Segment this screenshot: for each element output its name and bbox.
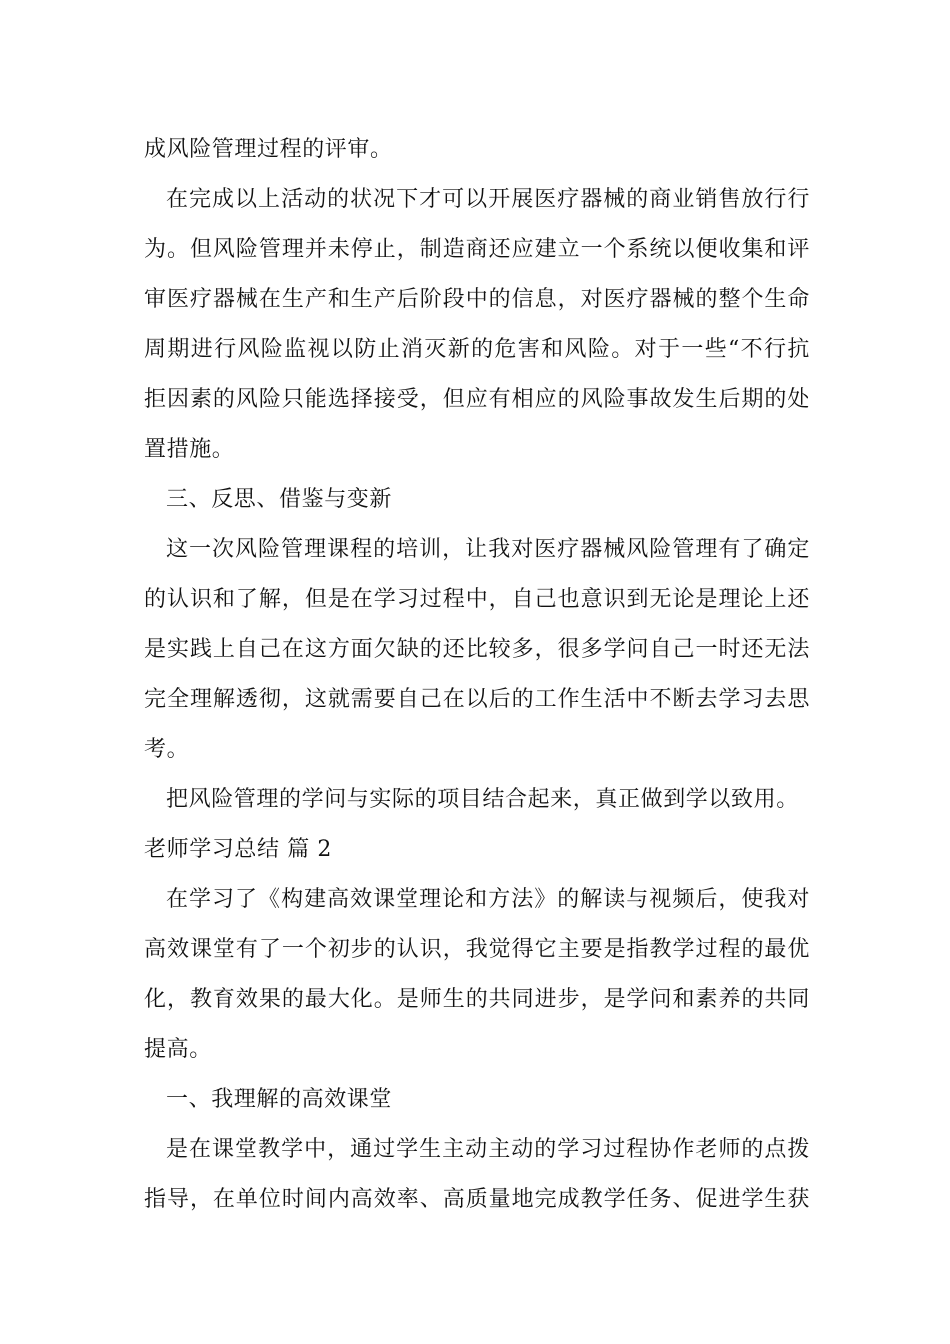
text-line: 是实践上自己在这方面欠缺的还比较多，很多学问自己一时还无法 xyxy=(144,637,810,662)
article-title: 老师学习总结 篇 2 xyxy=(144,837,332,862)
text-line: 成风险管理过程的评审。 xyxy=(144,137,393,162)
text-line: 化，教育效果的最大化。是师生的共同进步，是学问和素养的共同 xyxy=(144,987,810,1012)
section-heading: 一、我理解的高效课堂 xyxy=(166,1087,393,1112)
text-line: 的认识和了解，但是在学习过程中，自己也意识到无论是理论上还 xyxy=(144,587,810,612)
text-line: 是在课堂教学中，通过学生主动主动的学习过程协作老师的点拨 xyxy=(166,1137,810,1162)
text-line: 完全理解透彻，这就需要自己在以后的工作生活中不断去学习去思 xyxy=(144,687,810,712)
text-line: 置措施。 xyxy=(144,437,235,462)
text-line: 高效课堂有了一个初步的认识，我觉得它主要是指教学过程的最优 xyxy=(144,937,810,962)
text-line: 在完成以上活动的状况下才可以开展医疗器械的商业销售放行行 xyxy=(166,187,810,212)
text-line: 拒因素的风险只能选择接受，但应有相应的风险事故发生后期的处 xyxy=(144,387,810,412)
section-heading: 三、反思、借鉴与变新 xyxy=(166,487,393,512)
text-line: 为。但风险管理并未停止，制造商还应建立一个系统以便收集和评 xyxy=(144,237,810,262)
text-line: 审医疗器械在生产和生产后阶段中的信息，对医疗器械的整个生命 xyxy=(144,287,810,312)
text-line: 在学习了《构建高效课堂理论和方法》的解读与视频后，使我对 xyxy=(166,887,810,912)
text-line: 指导，在单位时间内高效率、高质量地完成教学任务、促进学生获 xyxy=(144,1187,810,1212)
text-line: 这一次风险管理课程的培训，让我对医疗器械风险管理有了确定 xyxy=(166,537,810,562)
text-line: 周期进行风险监视以防止消灭新的危害和风险。对于一些“不行抗 xyxy=(144,337,810,362)
text-line: 考。 xyxy=(144,737,190,762)
text-line: 提高。 xyxy=(144,1037,212,1062)
text-line: 把风险管理的学问与实际的项目结合起来，真正做到学以致用。 xyxy=(166,787,799,812)
